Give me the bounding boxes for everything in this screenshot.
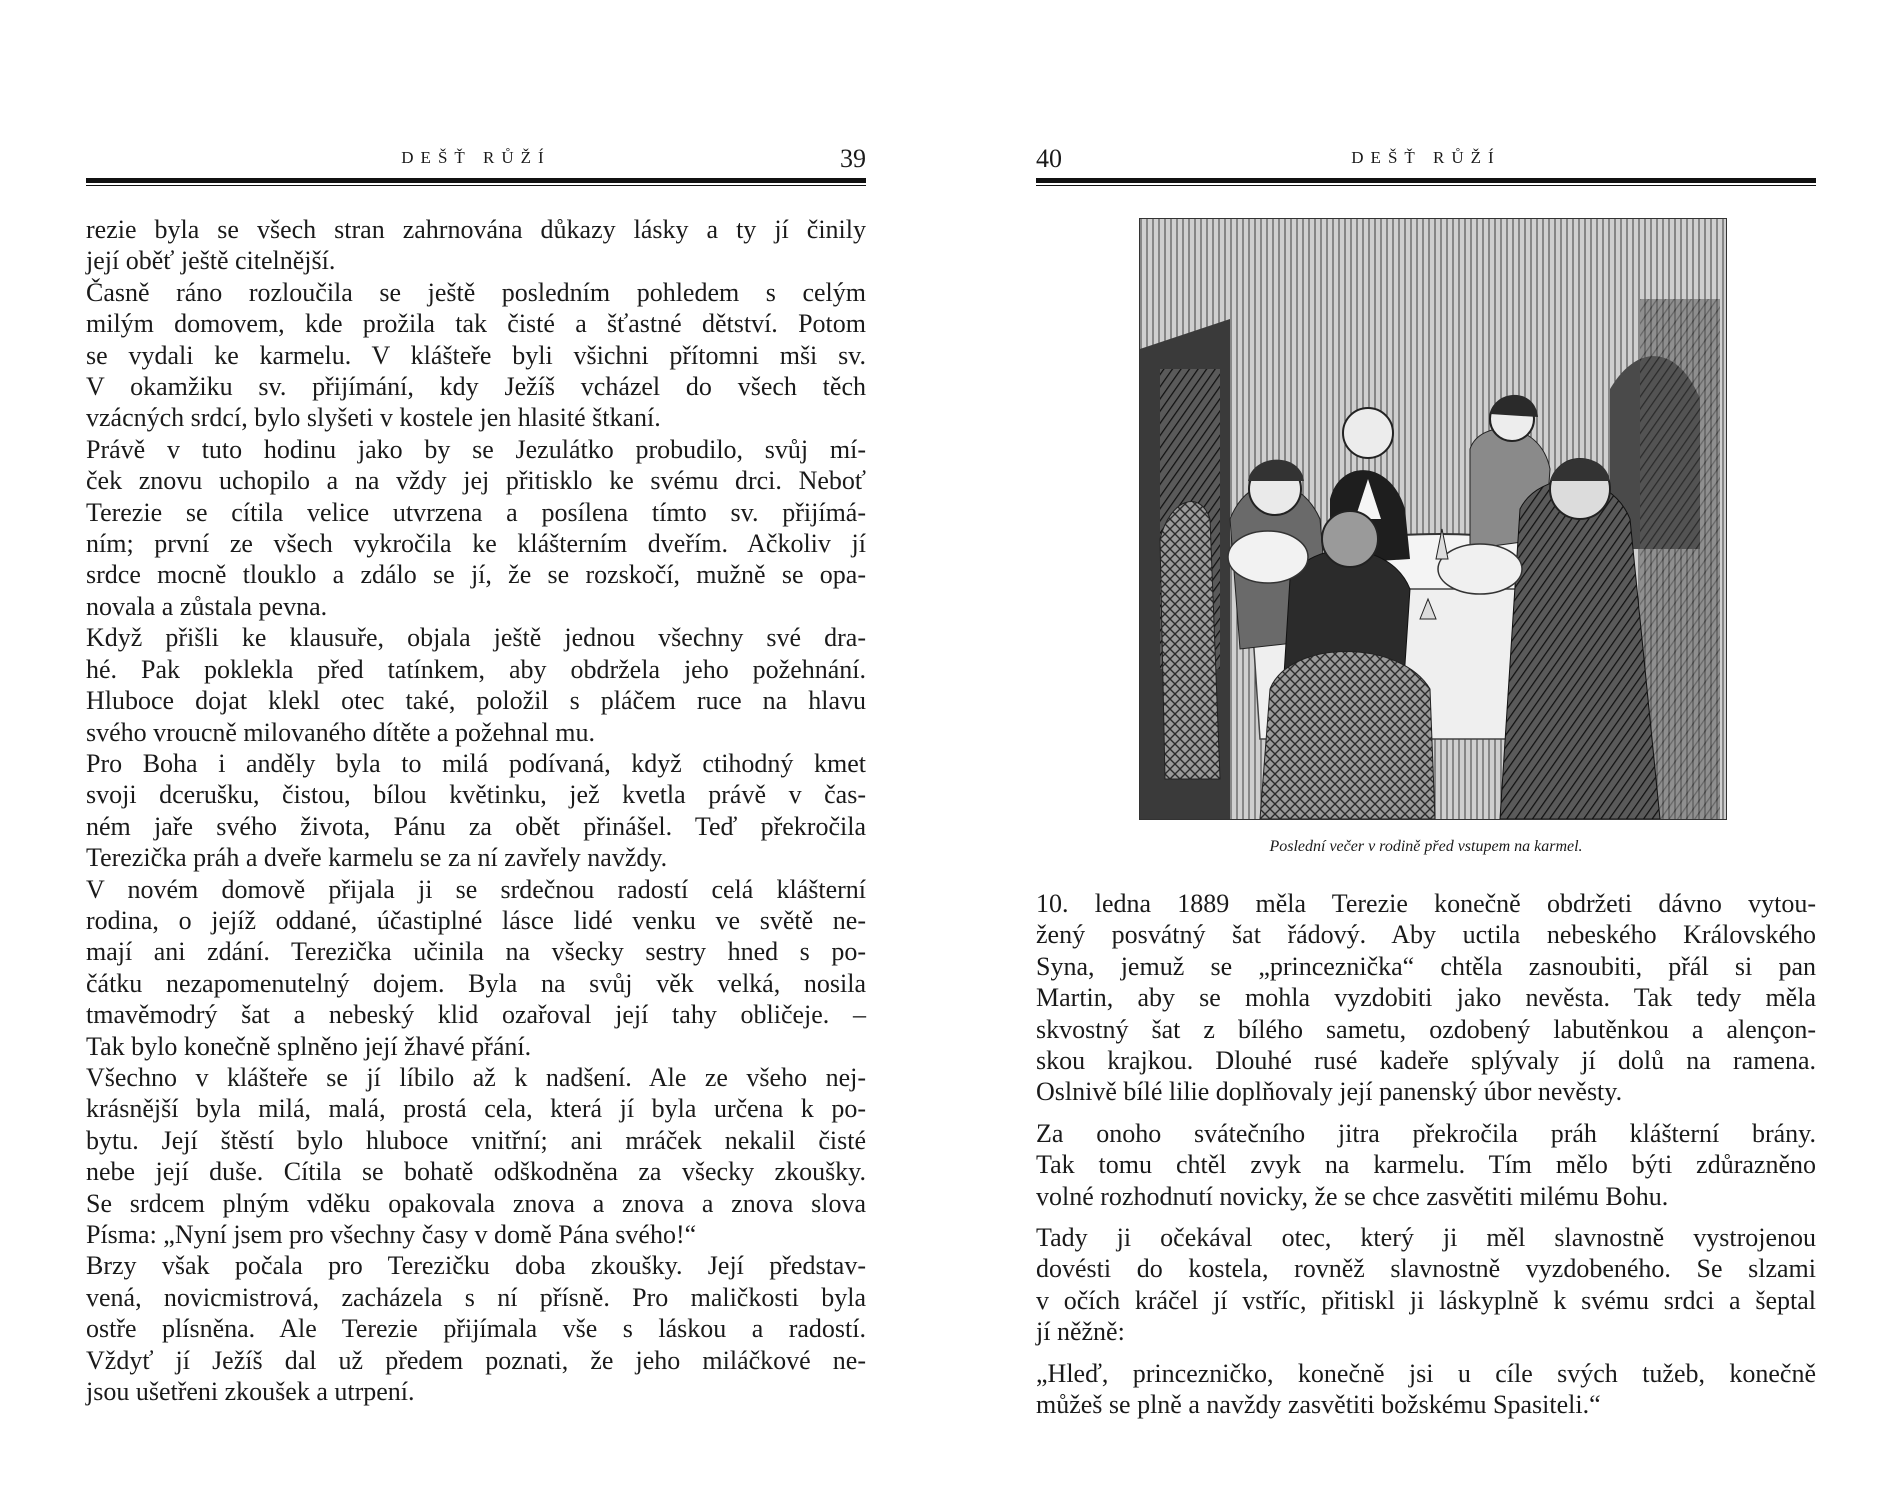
paragraph-gap bbox=[1036, 1108, 1816, 1118]
text-line: nebe její duše. Cítila se bohatě odškodněna za všecky zkoušky. bbox=[86, 1157, 866, 1187]
text-line: milým domovem, kde prožila tak čisté a šťastné dětství. Potom bbox=[86, 309, 866, 339]
text-line: V novém domově přijala ji se srdečnou radostí celá klášterní bbox=[86, 874, 866, 904]
text-line: rezie byla se všech stran zahrnována důkazy lásky a ty jí činily bbox=[86, 215, 866, 244]
text-line: svého vroucně milovaného dítěte a požehnal mu. bbox=[86, 717, 596, 747]
text-line: Terezie se cítila velice utvrzena a posílena tímto sv. přijímá- bbox=[86, 497, 866, 527]
text-line: 10. ledna 1889 měla Terezie konečně obdržeti dávno vytou- bbox=[1036, 889, 1816, 918]
text-line: v očích kráčel jí vstříc, přitiskl ji láskyplně k svému srdci a šeptal bbox=[1036, 1285, 1816, 1315]
paragraph bbox=[86, 1062, 866, 1250]
text-line: čátku nezapomenutelný dojem. Byla na svůj věk velká, nosila bbox=[86, 968, 866, 998]
paragraph bbox=[86, 1250, 866, 1407]
paragraph bbox=[86, 748, 866, 874]
left-body-text bbox=[86, 214, 866, 1407]
running-head bbox=[86, 144, 866, 178]
paragraph bbox=[1036, 888, 1816, 1108]
right-body-text bbox=[1036, 888, 1816, 1421]
page-number: 40 bbox=[1036, 144, 1062, 173]
text-line: hé. Pak poklekla před tatínkem, aby obdržela jeho požehnání. bbox=[86, 654, 866, 684]
family-dinner-illustration bbox=[1139, 218, 1727, 820]
paragraph bbox=[86, 874, 866, 1062]
text-line: Tady ji očekával otec, který ji měl slavnostně vystrojenou bbox=[1036, 1223, 1816, 1253]
text-line: jsou ušetřeni zkoušek a utrpení. bbox=[86, 1377, 415, 1407]
text-line: žený posvátný šat řádový. Aby uctila nebeského Královského bbox=[1036, 920, 1816, 950]
running-head-title: DEŠŤ RŮŽÍ bbox=[401, 148, 551, 167]
text-line: vená, novicmistrová, zacházela s ní přísně. Pro maličkosti byla bbox=[86, 1282, 866, 1312]
paragraph bbox=[1036, 1358, 1816, 1421]
text-line: Časně ráno rozloučila se ještě posledním pohledem s celým bbox=[86, 277, 866, 307]
text-line: Tak tomu chtěl zvyk na karmelu. Tím mělo býti zdůrazněno bbox=[1036, 1150, 1816, 1180]
right-page bbox=[941, 0, 1882, 1500]
text-line: ček znovu uchopilo a na vždy jej přitisklo ke svému drci. Neboť bbox=[86, 466, 866, 496]
running-head-title: DEŠŤ RŮŽÍ bbox=[1351, 148, 1501, 167]
paragraph bbox=[86, 214, 866, 277]
text-line: „Hleď, princezničko, konečně jsi u cíle svých tužeb, konečně bbox=[1036, 1358, 1816, 1388]
text-line: Hluboce dojat klekl otec také, položil s pláčem ruce na hlavu bbox=[86, 686, 866, 716]
text-line: svoji dcerušku, čistou, bílou květinku, jež kvetla právě v čas- bbox=[86, 780, 866, 810]
text-line: Se srdcem plným vděku opakovala znova a znova a znova slova bbox=[86, 1188, 866, 1218]
text-line: V okamžiku sv. přijímání, kdy Ježíš vcházel do všech těch bbox=[86, 372, 866, 402]
text-line: Všechno v klášteře se jí líbilo až k nadšení. Ale ze všeho nej- bbox=[86, 1062, 866, 1092]
running-head bbox=[1036, 144, 1816, 178]
header-rule bbox=[86, 178, 866, 183]
text-line: rodina, o jejíž oddané, účastiplné lásce lidé venku ve světě ne- bbox=[86, 905, 866, 935]
text-line: vzácných srdcí, bylo slyšeti v kostele jen hlasité štkaní. bbox=[86, 403, 661, 433]
text-line: se vydali ke karmelu. V klášteře byli všichni přítomni mši sv. bbox=[86, 340, 866, 370]
text-line: tmavěmodrý šat a nebeský klid ozařoval její tahy obličeje. – bbox=[86, 1000, 866, 1030]
paragraph bbox=[1036, 1222, 1816, 1348]
text-line: Martin, aby se mohla vyzdobiti jako nevěsta. Tak tedy měla bbox=[1036, 983, 1816, 1013]
paragraph-gap bbox=[1036, 1212, 1816, 1222]
text-line: můžeš se plně a navždy zasvětiti božskému Spasiteli.“ bbox=[1036, 1390, 1601, 1420]
text-line: Právě v tuto hodinu jako by se Jezulátko probudilo, svůj mí- bbox=[86, 434, 866, 464]
paragraph bbox=[1036, 1118, 1816, 1212]
text-line: ném jaře svého života, Pánu za obět přinášel. Teď překročila bbox=[86, 811, 866, 841]
text-line: srdce mocně tlouklo a zdálo se jí, že se rozskočí, mužně se opa- bbox=[86, 560, 866, 590]
text-line: Oslnivě bílé lilie doplňovaly její panenský úbor nevěsty. bbox=[1036, 1077, 1623, 1107]
page-number: 39 bbox=[840, 144, 866, 173]
paragraph bbox=[86, 434, 866, 622]
text-line: krásnější byla milá, malá, prostá cela, která jí byla určena k po- bbox=[86, 1094, 866, 1124]
paragraph bbox=[86, 622, 866, 748]
header-rule-thin bbox=[86, 185, 866, 186]
text-line: dovésti do kostela, rovněž slavnostně vyzdobeného. Se slzami bbox=[1036, 1254, 1816, 1284]
text-line: Syna, jemuž se „princeznička“ chtěla zasnoubiti, přál si pan bbox=[1036, 951, 1816, 981]
text-line: Terezička práh a dveře karmelu se za ní zavřely navždy. bbox=[86, 843, 668, 873]
text-line: bytu. Její štěstí bylo hluboce vnitřní; ani mráček nekalil čisté bbox=[86, 1125, 866, 1155]
header-rule bbox=[1036, 178, 1816, 183]
text-line: její oběť ještě citelnější. bbox=[86, 246, 336, 276]
header-rule-thin bbox=[1036, 185, 1816, 186]
text-line: Vždyť jí Ježíš dal už předem poznati, že jeho miláčkové ne- bbox=[86, 1345, 866, 1375]
text-line: Za onoho svátečního jitra překročila práh klášterní brány. bbox=[1036, 1118, 1816, 1148]
text-line: volné rozhodnutí novicky, že se chce zasvětiti milému Bohu. bbox=[1036, 1181, 1669, 1211]
text-line: Když přišli ke klausuře, objala ještě jednou všechny své dra- bbox=[86, 623, 866, 653]
text-line: Tak bylo konečně splněno její žhavé přání. bbox=[86, 1031, 532, 1061]
paragraph bbox=[86, 277, 866, 434]
text-line: Písma: „Nyní jsem pro všechny časy v domě Pána svého!“ bbox=[86, 1220, 697, 1249]
text-line: skou krajkou. Dlouhé rusé kadeře splývaly jí dolů na ramena. bbox=[1036, 1046, 1816, 1076]
text-line: ním; první ze všech vykročila ke klášterním dveřím. Ačkoliv jí bbox=[86, 529, 866, 559]
text-line: skvostný šat z bílého sametu, ozdobený labutěnkou a alençon- bbox=[1036, 1014, 1816, 1044]
text-line: Brzy však počala pro Terezičku doba zkoušky. Její představ- bbox=[86, 1251, 866, 1281]
text-line: jí něžně: bbox=[1036, 1317, 1125, 1347]
illustration-caption: Poslední večer v rodině před vstupem na karmel. bbox=[1269, 838, 1583, 855]
text-line: Pro Boha i anděly byla to milá podívaná, když ctihodný kmet bbox=[86, 748, 866, 778]
paragraph-gap bbox=[1036, 1348, 1816, 1358]
text-line: mají ani zdání. Terezička učinila na všecky sestry hned s po- bbox=[86, 937, 866, 967]
text-line: ostře plísněna. Ale Terezie přijímala vše s láskou a radostí. bbox=[86, 1314, 866, 1344]
text-line: novala a zůstala pevna. bbox=[86, 591, 328, 621]
